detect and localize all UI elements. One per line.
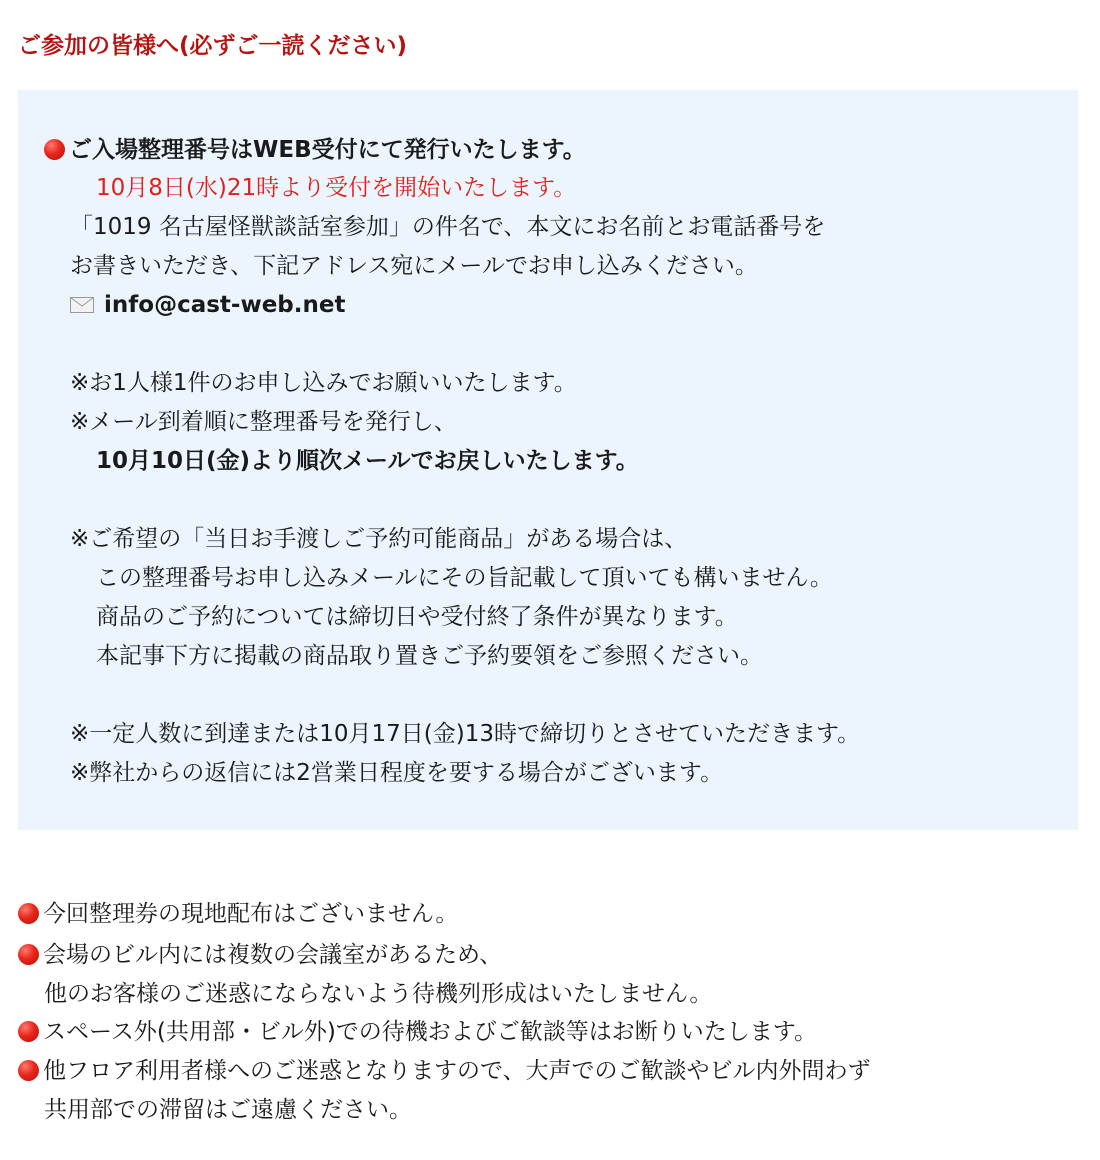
red-circle-icon bbox=[18, 1021, 39, 1042]
list-item-no-waiting-outside bbox=[18, 1017, 817, 1047]
list-item-no-loud-talk bbox=[18, 1056, 871, 1086]
envelope-icon bbox=[70, 297, 94, 313]
list-item-no-queue bbox=[18, 940, 502, 970]
red-circle-icon bbox=[44, 139, 65, 160]
reception-start-text: 10月8日(水)21時より受付を開始いたします。 bbox=[96, 175, 577, 201]
list-item-no-queue-cont: 他のお客様のご迷惑にならないよう待機列形成はいたしません。 bbox=[44, 981, 713, 1007]
list-item-text: 今回整理券の現地配布はございません。 bbox=[43, 901, 459, 927]
email-address[interactable]: info@cast-web.net bbox=[104, 292, 346, 318]
list-item-no-loud-talk-cont: 共用部での滞留はご遠慮ください。 bbox=[44, 1097, 412, 1123]
red-circle-icon bbox=[18, 903, 39, 924]
list-item-text: 会場のビル内には複数の会議室があるため、 bbox=[43, 942, 503, 968]
email-line bbox=[70, 290, 345, 320]
note-reservation: ※ご希望の「当日お手渡しご予約可能商品」がある場合は、 bbox=[70, 526, 688, 552]
entry-number-title-text: ご入場整理番号はWEB受付にて発行いたします。 bbox=[69, 137, 586, 163]
note-reply-time: ※弊社からの返信には2営業日程度を要する場合がございます。 bbox=[70, 760, 724, 786]
red-circle-icon bbox=[18, 944, 39, 965]
note-arrival-order: ※メール到着順に整理番号を発行し、 bbox=[70, 409, 457, 435]
instruction-line-1: 「1019 名古屋怪獣談話室参加」の件名で、本文にお名前とお電話番号を bbox=[70, 214, 826, 240]
note-reply-date: 10月10日(金)より順次メールでお戻しいたします。 bbox=[96, 448, 639, 474]
entry-number-title bbox=[44, 135, 586, 165]
red-circle-icon bbox=[18, 1060, 39, 1081]
instruction-line-2: お書きいただき、下記アドレス宛にメールでお申し込みください。 bbox=[70, 253, 758, 279]
list-item-no-onsite-tickets bbox=[18, 899, 458, 929]
list-item-text: 他フロア利用者様へのご迷惑となりますので、大声でのご歓談やビル内外問わず bbox=[43, 1058, 871, 1084]
note-one-per-person: ※お1人様1件のお申し込みでお願いいたします。 bbox=[70, 370, 577, 396]
list-item-text: スペース外(共用部・ビル外)での待機およびご歓談等はお断りいたします。 bbox=[43, 1019, 817, 1045]
note-reservation-line-3: 商品のご予約については締切日や受付終了条件が異なります。 bbox=[96, 604, 738, 630]
note-deadline: ※一定人数に到達または10月17日(金)13時で締切りとさせていただきます。 bbox=[70, 721, 861, 747]
note-reservation-line-4: 本記事下方に掲載の商品取り置きご予約要領をご参照ください。 bbox=[96, 643, 763, 669]
note-reservation-line-2: この整理番号お申し込みメールにその旨記載して頂いても構いません。 bbox=[96, 565, 833, 591]
page-heading: ご参加の皆様へ(必ずご一読ください) bbox=[18, 33, 408, 59]
